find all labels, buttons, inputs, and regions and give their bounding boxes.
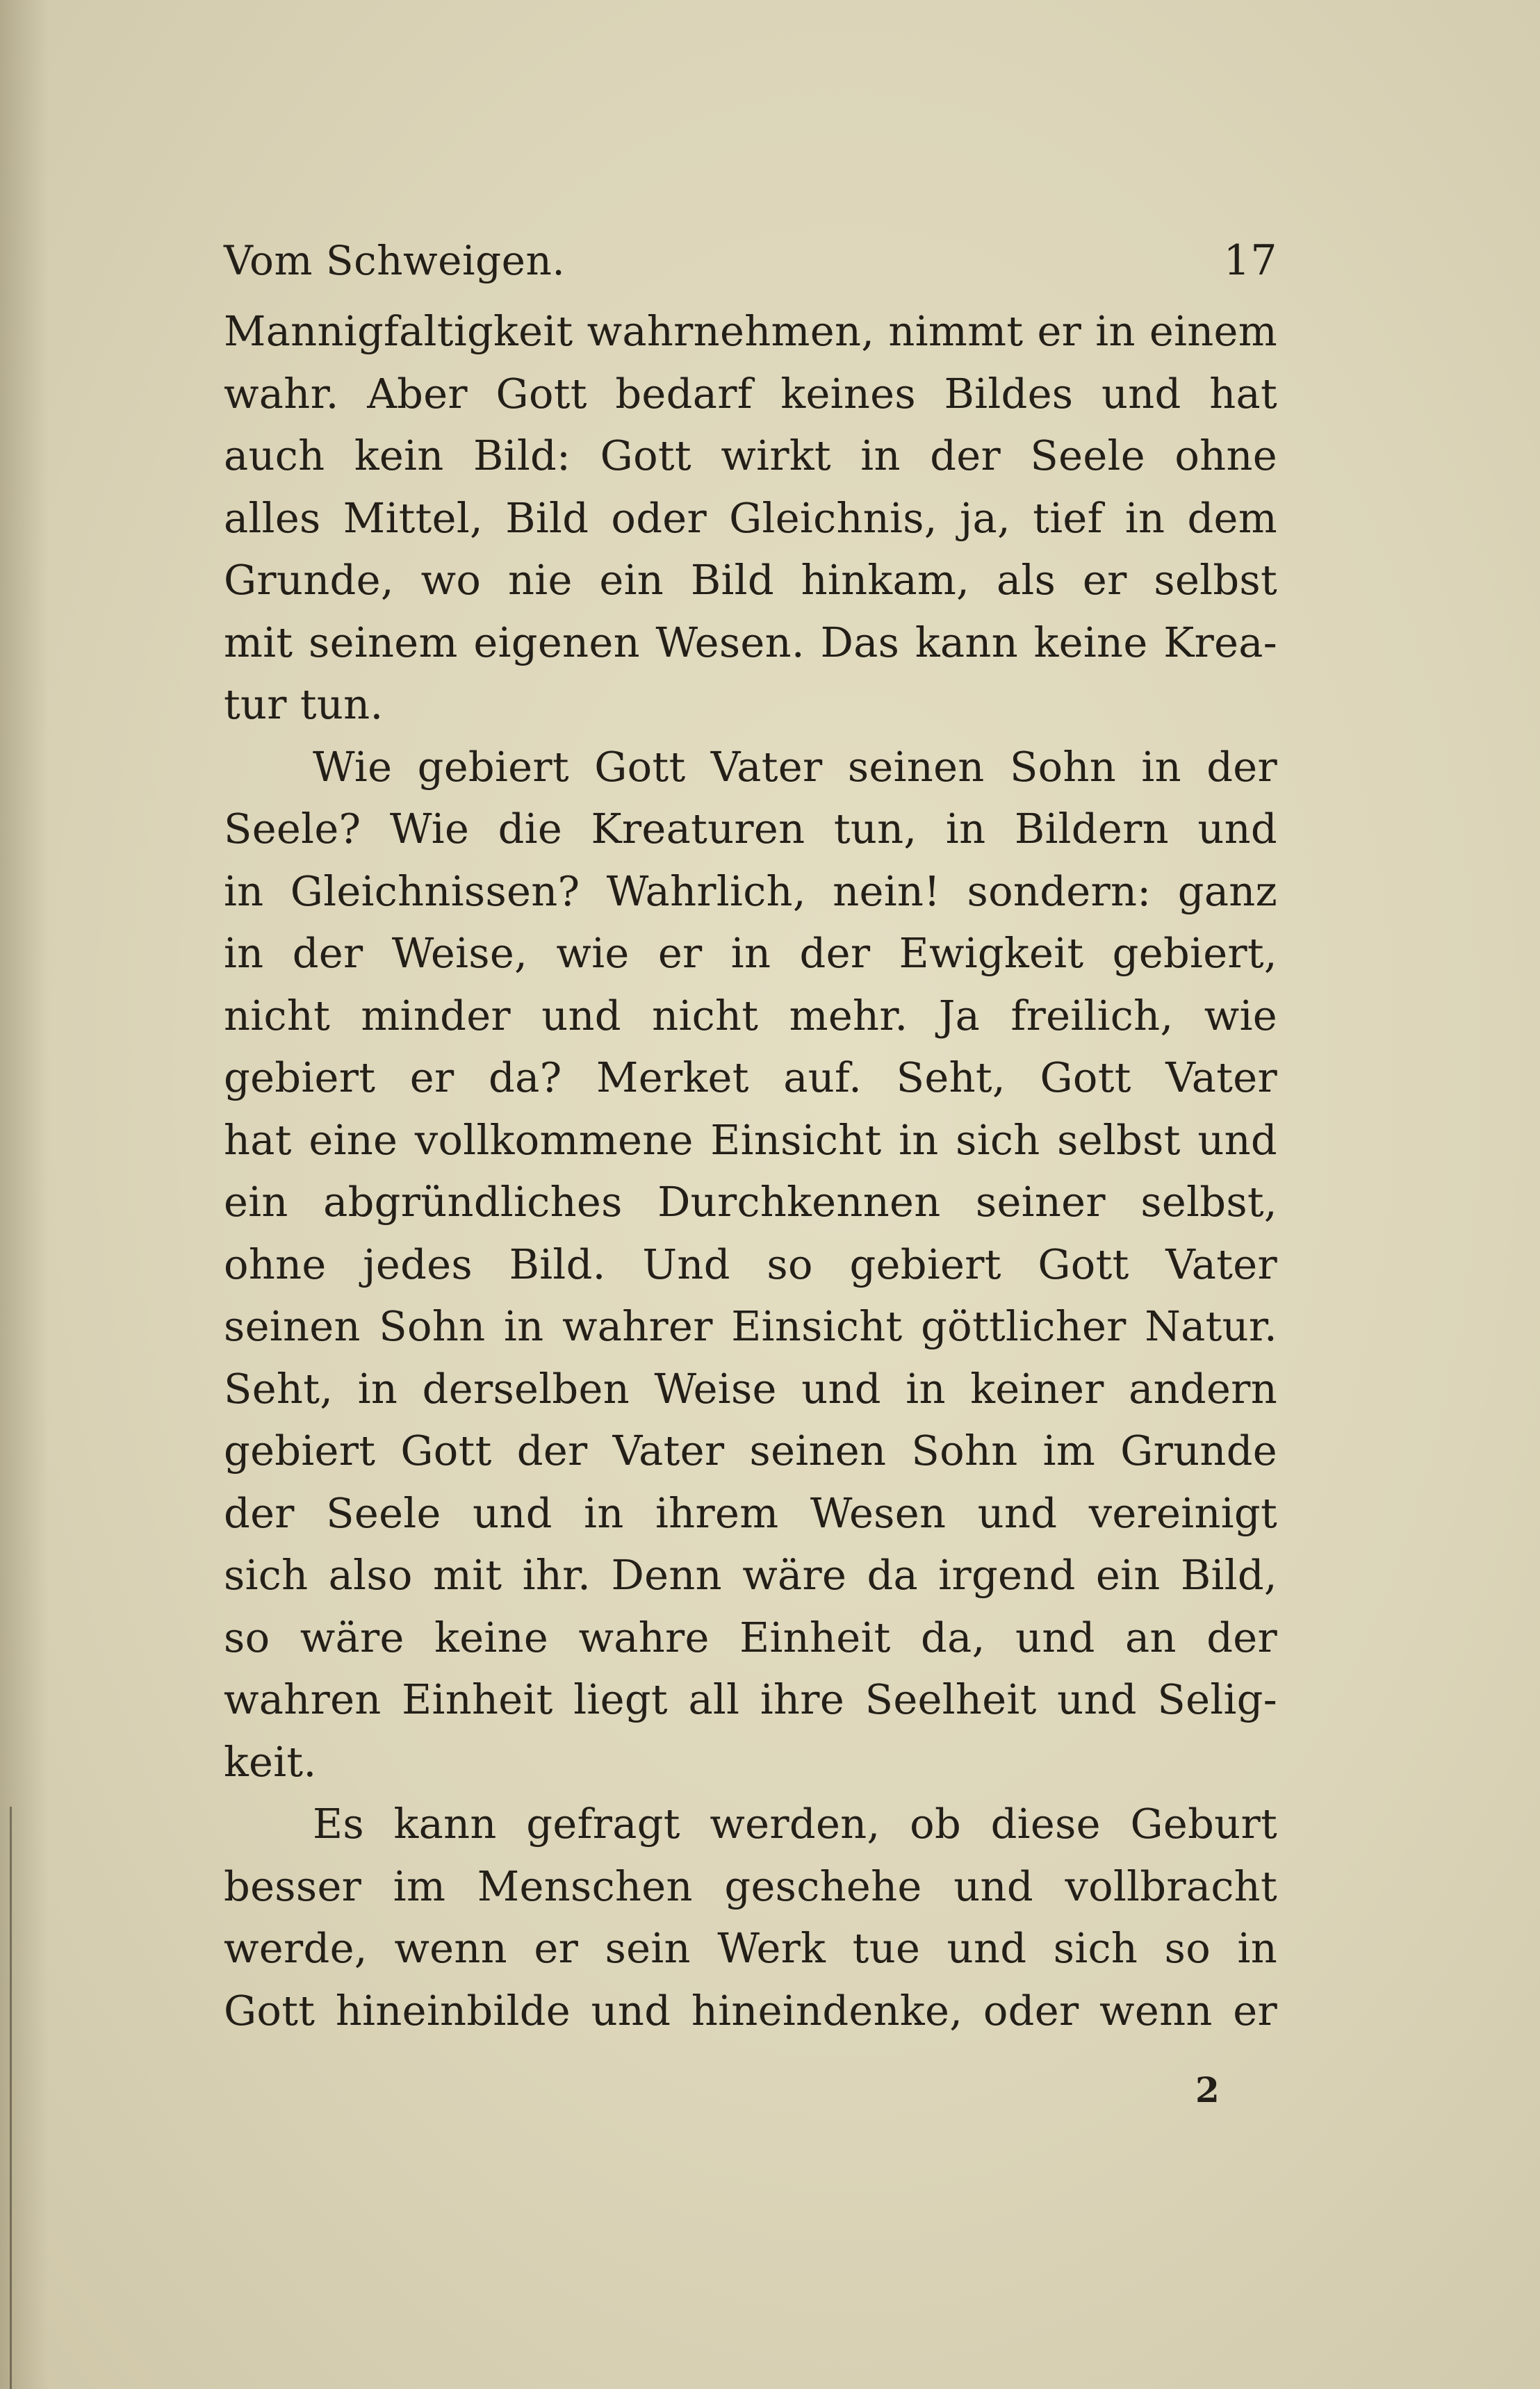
text-line: gebiert er da? Merket auf. Seht, Gott Vater	[224, 1053, 1277, 1101]
text-line: keit.	[224, 1737, 317, 1786]
text-line: alles Mittel, Bild oder Gleichnis, ja, tief in dem	[224, 493, 1277, 542]
text-line: der Seele und in ihrem Wesen und vereinigt	[224, 1488, 1277, 1537]
text-line: so wäre keine wahre Einheit da, und an der	[224, 1613, 1277, 1661]
text-line: auch kein Bild: Gott wirkt in der Seele ohne	[224, 432, 1277, 479]
text-line: Grunde, wo nie ein Bild hinkam, als er selbst	[224, 556, 1277, 604]
text-line: in Gleichnissen? Wahrlich, nein! sondern: ganz	[224, 867, 1277, 915]
gutter-shadow	[0, 0, 49, 2389]
running-head	[224, 229, 1277, 292]
text-line: ein abgründliches Durchkennen seiner selbst,	[224, 1178, 1277, 1226]
text-line: Gott hineinbilde und hineindenke, oder wenn er	[224, 1986, 1277, 2035]
text-line: wahr. Aber Gott bedarf keines Bildes und hat	[224, 369, 1277, 418]
text-line: Mannigfaltigkeit wahrnehmen, nimmt er in einem	[224, 307, 1277, 355]
text-line: gebiert Gott der Vater seinen Sohn im Grunde	[224, 1427, 1277, 1475]
text-block	[224, 229, 1277, 2042]
text-line: sich also mit ihr. Denn wäre da irgend ein Bild,	[224, 1551, 1277, 1599]
text-line: Es kann gefragt werden, ob diese Geburt	[313, 1800, 1277, 1848]
text-line: Seht, in derselben Weise und in keiner andern	[224, 1364, 1277, 1413]
gutter-line	[10, 1807, 12, 2389]
text-line: ohne jedes Bild. Und so gebiert Gott Vater	[224, 1240, 1277, 1288]
running-title: Vom Schweigen.	[224, 237, 566, 284]
text-line: besser im Menschen geschehe und vollbracht	[224, 1862, 1277, 1910]
text-line: hat eine vollkommene Einsicht in sich selbst und	[224, 1115, 1277, 1164]
text-line: nicht minder und nicht mehr. Ja freilich, wie	[224, 991, 1277, 1040]
text-line: werde, wenn er sein Werk tue und sich so in	[224, 1924, 1277, 1972]
text-line: tur tun.	[224, 680, 384, 728]
text-line: mit seinem eigenen Wesen. Das kann keine Krea-	[224, 618, 1277, 666]
signature-mark: 2	[1195, 2069, 1220, 2110]
text-line: Wie gebiert Gott Vater seinen Sohn in der	[313, 742, 1277, 791]
text-line: wahren Einheit liegt all ihre Seelheit und Selig-	[224, 1675, 1277, 1723]
text-line: in der Weise, wie er in der Ewigkeit gebiert,	[224, 929, 1277, 977]
page-number: 17	[1223, 236, 1277, 285]
text-line: Seele? Wie die Kreaturen tun, in Bildern und	[224, 805, 1277, 853]
text-line: seinen Sohn in wahrer Einsicht göttlicher Natur.	[224, 1302, 1277, 1350]
